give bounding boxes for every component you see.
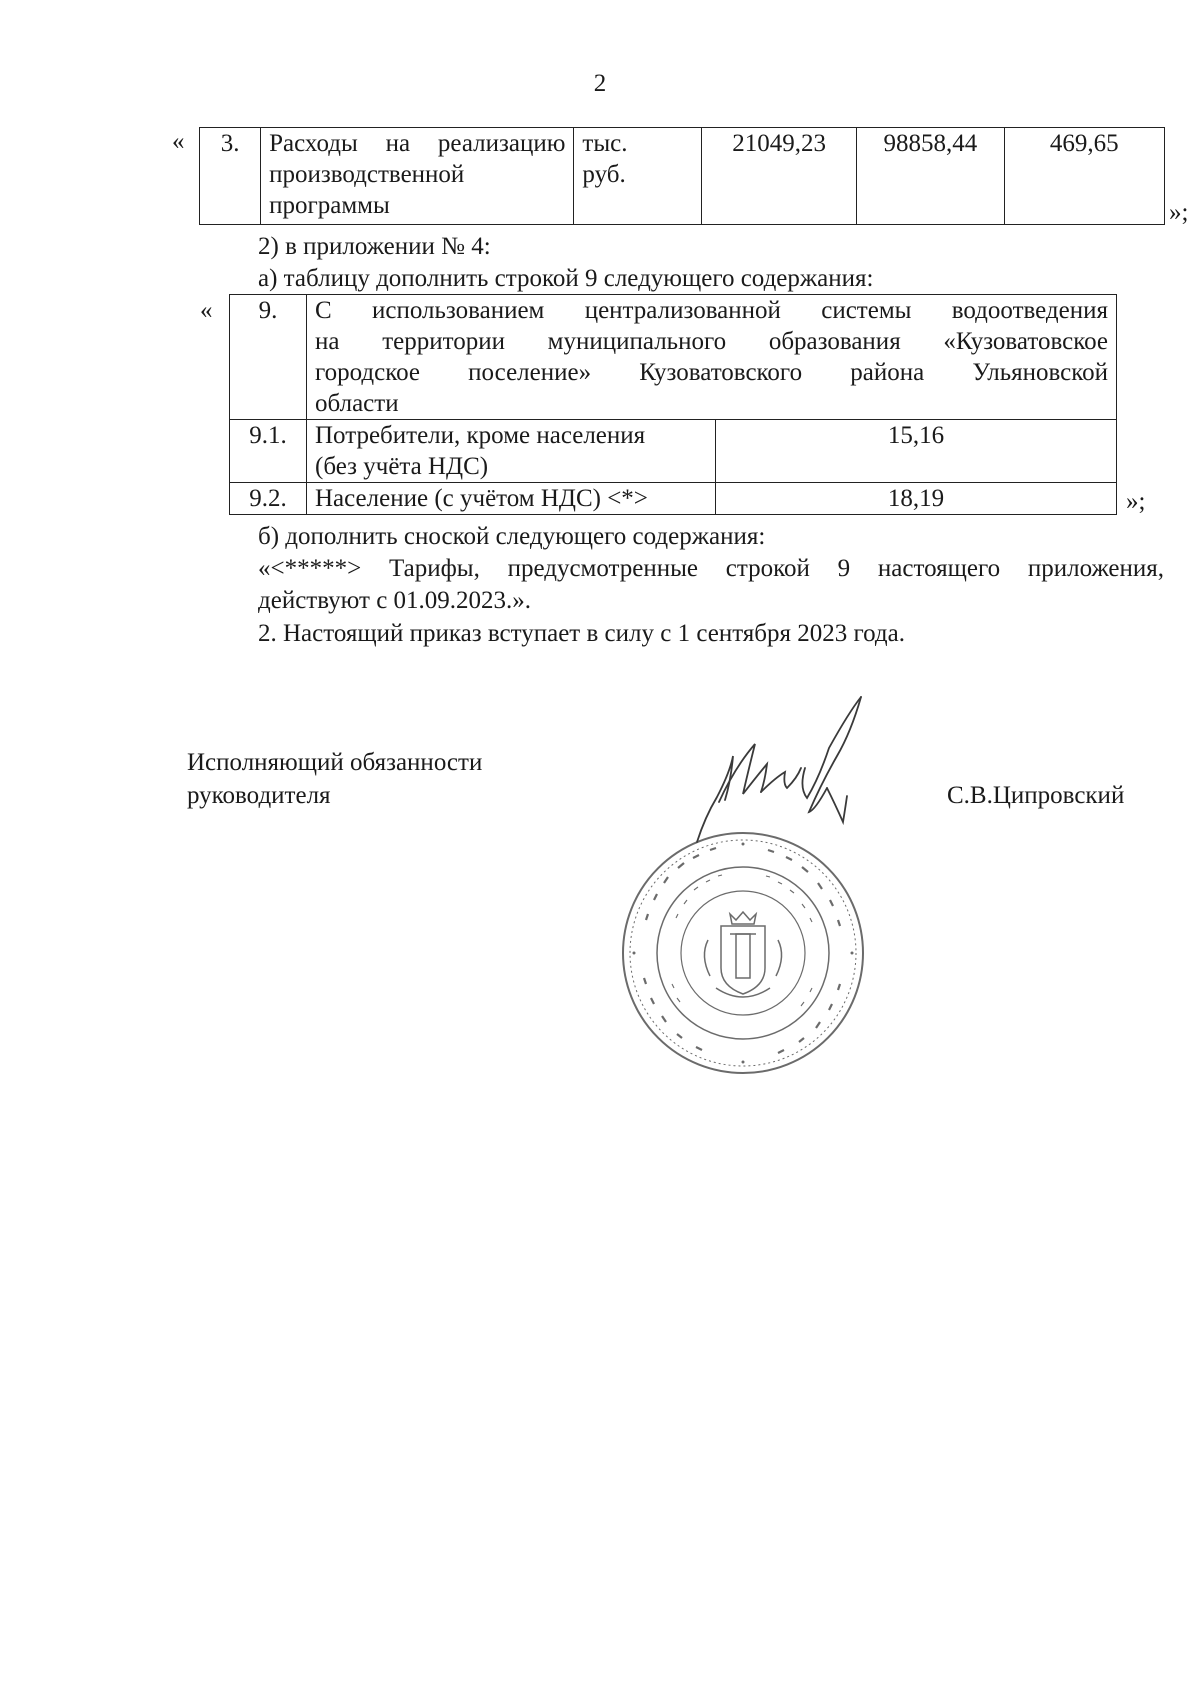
description-line: городское поселение» Кузоватовского района Ульяновской [315, 359, 1108, 386]
signatory-position: Исполняющий обязанности [187, 749, 483, 776]
signature-graphic [695, 692, 925, 852]
value-cell: 469,65 [1004, 128, 1165, 225]
expense-name-line: программы [269, 192, 390, 219]
table-row [230, 295, 1117, 420]
value-cell: 98858,44 [857, 128, 1004, 225]
category-line: Потребители, кроме населения [315, 422, 646, 449]
signatory-position-continued: руководителя [187, 782, 331, 809]
stamp-graphic [618, 828, 868, 1078]
value-cell: 21049,23 [702, 128, 857, 225]
tariff-table [229, 294, 1117, 515]
handwritten-signature [695, 692, 925, 852]
expense-name-line: Расходы на реализацию [269, 130, 566, 157]
table-row [230, 420, 1117, 483]
row-number: 9.1. [230, 420, 307, 483]
section-description [307, 295, 1117, 420]
row-number: 9.2. [230, 483, 307, 515]
row-number: 3. [200, 128, 261, 225]
table-row [200, 128, 1165, 225]
unit-cell [574, 128, 702, 225]
effective-date-clause: 2. Настоящий приказ вступает в силу с 1 сентября 2023 года. [258, 620, 905, 647]
table2-close-quote: »; [1126, 488, 1146, 515]
category-line: (без учёта НДС) [315, 453, 489, 480]
tariff-value: 15,16 [716, 420, 1117, 483]
consumer-category [307, 420, 716, 483]
unit-line: руб. [582, 161, 626, 188]
instruction-a: а) таблицу дополнить строкой 9 следующего содержания: [258, 265, 874, 292]
instruction-b: б) дополнить сноской следующего содержания: [258, 523, 766, 550]
description-line: области [315, 390, 399, 417]
official-stamp [618, 828, 868, 1078]
footnote-text-continued: действуют с 01.09.2023.». [258, 587, 532, 614]
table1-close-quote: »; [1169, 199, 1189, 226]
table1-open-quote: « [172, 128, 185, 155]
footnote-text: «<*****> Тарифы, предусмотренные строкой 9 настоящего приложения, [258, 555, 1164, 582]
consumer-category: Население (с учётом НДС) <*> [307, 483, 716, 515]
table-row [230, 483, 1117, 515]
tariff-value: 18,19 [716, 483, 1117, 515]
expense-name [261, 128, 574, 225]
appendix-heading: 2) в приложении № 4: [258, 233, 491, 260]
table2-open-quote: « [200, 297, 213, 324]
expense-name-line: производственной [269, 161, 465, 188]
description-line: С использованием централизованной системы водоотведения [315, 297, 1108, 324]
signatory-name: С.В.Ципровский [947, 782, 1125, 809]
unit-line: тыс. [582, 130, 628, 157]
page-number: 2 [593, 70, 607, 97]
description-line: на территории муниципального образования «Кузоватовское [315, 328, 1108, 355]
row-number: 9. [230, 295, 307, 420]
expenses-table [199, 127, 1165, 225]
